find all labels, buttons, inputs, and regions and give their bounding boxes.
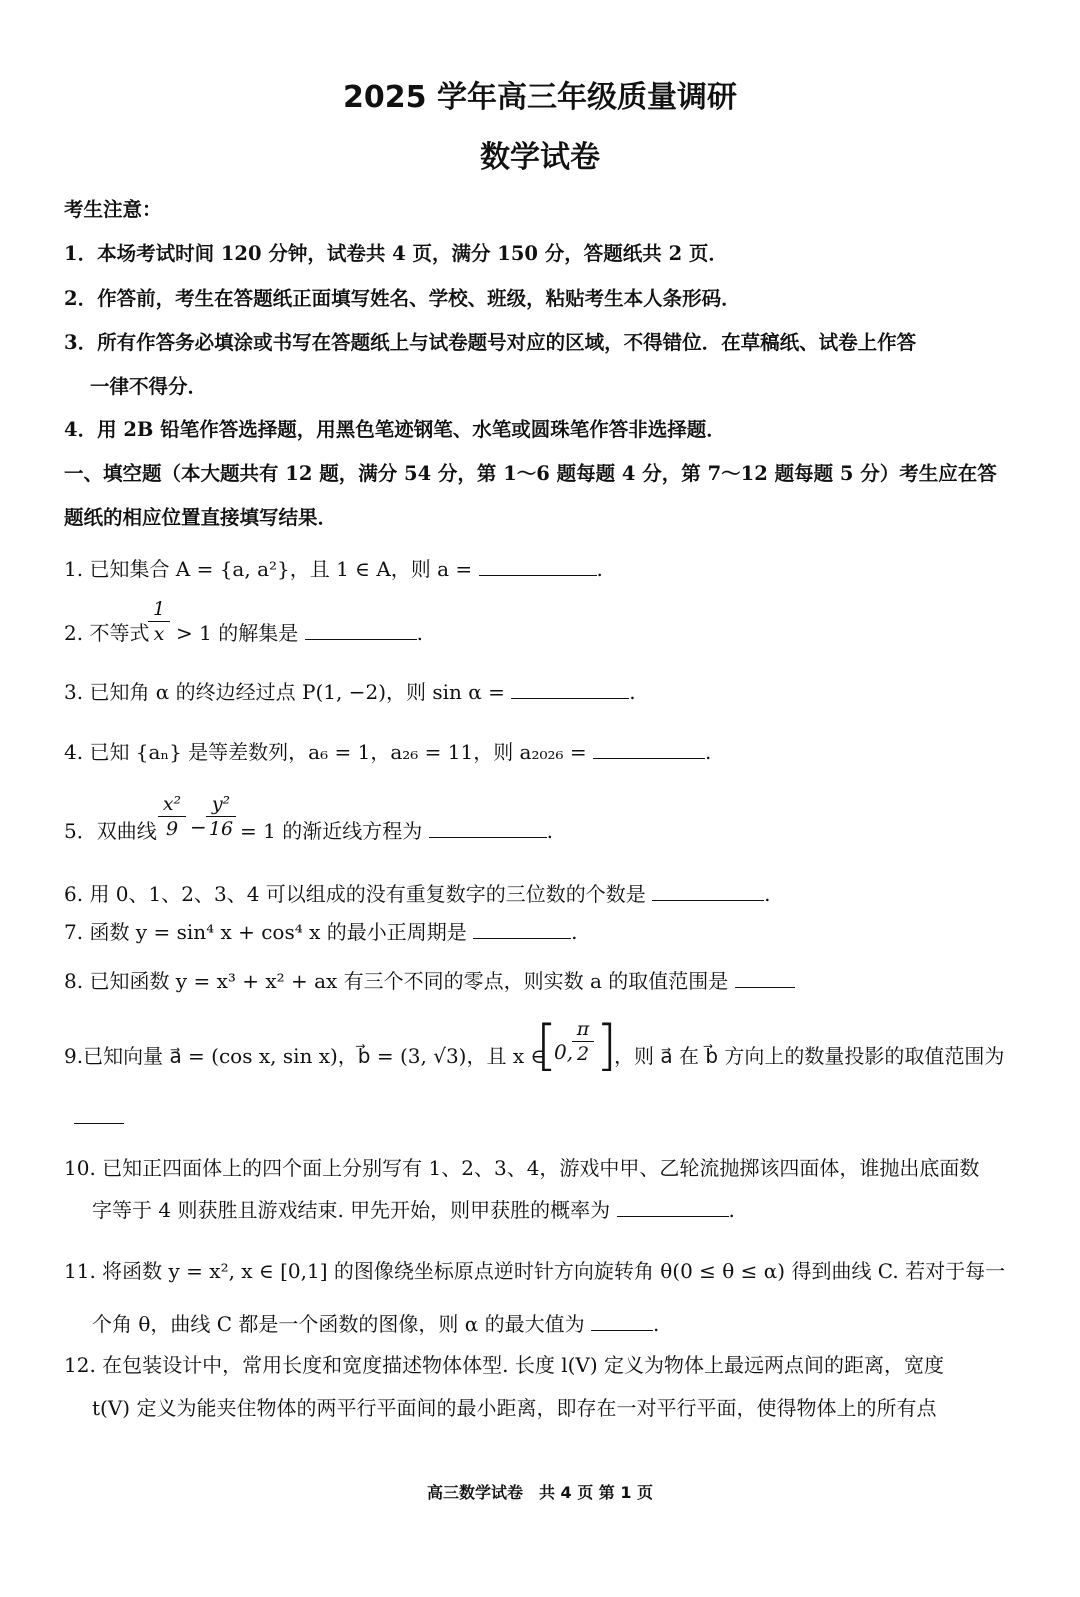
- question-5-num-2: y²: [211, 793, 231, 815]
- question-9-post: ，则 a⃗ 在 b⃗ 方向上的数量投影的取值范围为: [614, 1044, 1005, 1068]
- question-5-pre: 5．双曲线: [64, 819, 157, 843]
- notice-item-2: 2．作答前，考生在答题纸正面填写姓名、学校、班级，粘贴考生本人条形码．: [64, 287, 741, 310]
- question-8-text: 8. 已知函数 y = x³ + x² + ax 有三个不同的零点，则实数 a 的取值范围是: [64, 969, 729, 993]
- question-2-denominator: x: [153, 623, 165, 645]
- question-2-post-text: > 1 的解集是: [176, 621, 299, 645]
- question-11-line-2: 个角 θ，曲线 C 都是一个函数的图像，则 α 的最大值为 .: [92, 1312, 660, 1336]
- answer-blank-10: [617, 1215, 729, 1217]
- answer-blank-11: [591, 1329, 653, 1331]
- notice-item-4: 4．用 2B 铅笔作答选择题，用黑色笔迹钢笔、水笔或圆珠笔作答非选择题．: [64, 418, 726, 441]
- answer-blank-6: [652, 899, 764, 901]
- question-5-num-1: x²: [162, 793, 182, 815]
- notice-item-1: 1．本场考试时间 120 分钟，试卷共 4 页，满分 150 分，答题纸共 2 页．: [64, 242, 728, 265]
- question-5-fraction-1: [158, 793, 186, 840]
- question-11-line-2-text: 个角 θ，曲线 C 都是一个函数的图像，则 α 的最大值为: [92, 1312, 585, 1336]
- notice-item-3-cont: 一律不得分．: [90, 375, 208, 398]
- question-5-post: = 1 的渐近线方程为 .: [240, 819, 553, 843]
- question-9-denominator: 2: [576, 1043, 590, 1065]
- question-6: 6. 用 0、1、2、3、4 可以组成的没有重复数字的三位数的个数是 .: [64, 882, 771, 906]
- question-5-fraction-2: [206, 793, 236, 840]
- question-10-line-1: 10. 已知正四面体上的四个面上分别写有 1、2、3、4，游戏中甲、乙轮流抛掷该四面体，谁抛出底面数: [64, 1156, 980, 1180]
- question-5-post-text: = 1 的渐近线方程为: [240, 819, 423, 843]
- bracket-left: [: [536, 1014, 558, 1077]
- question-8: [64, 965, 795, 994]
- section-heading: 一、填空题（本大题共有 12 题，满分 54 分，第 1～6 题每题 4 分，第 7～12 题每题 5 分）考生应在答: [64, 462, 997, 485]
- question-2-post: > 1 的解集是 .: [176, 621, 423, 645]
- question-1: 1. 已知集合 A = {a, a²}，且 1 ∈ A，则 a = .: [64, 557, 603, 581]
- question-2-numerator: 1: [152, 598, 166, 620]
- question-5-den-2: 16: [208, 818, 234, 840]
- answer-blank-2: [305, 638, 417, 640]
- question-3: 3. 已知角 α 的终边经过点 P(1, −2)，则 sin α = .: [64, 680, 636, 704]
- answer-blank-7: [473, 937, 571, 939]
- notice-heading: 考生注意：: [64, 198, 162, 221]
- answer-blank-8: [735, 986, 795, 988]
- page-footer: 高三数学试卷 共 4 页 第 1 页: [426, 1483, 654, 1502]
- question-9-numerator: π: [576, 1018, 590, 1040]
- question-9-interval-start: 0,: [554, 1040, 574, 1064]
- notice-item-3: 3．所有作答务必填涂或书写在答题纸上与试卷题号对应的区域，不得错位．在草稿纸、试卷上作答: [64, 331, 917, 354]
- question-11-line-1: 11. 将函数 y = x², x ∈ [0,1] 的图像绕坐标原点逆时针方向旋转角 θ(0 ≤ θ ≤ α) 得到曲线 C. 若对于每一: [64, 1259, 1006, 1283]
- answer-blank-9: [74, 1123, 124, 1124]
- question-7-text: 7. 函数 y = sin⁴ x + cos⁴ x 的最小正周期是: [64, 920, 467, 944]
- question-4-text: 4. 已知 {aₙ} 是等差数列，a₆ = 1，a₂₆ = 11，则 a₂₀₂₆ =: [64, 740, 587, 764]
- exam-title: 2025 学年高三年级质量调研: [343, 80, 737, 115]
- answer-blank-3: [511, 697, 629, 699]
- question-10-line-2-text: 字等于 4 则获胜且游戏结束. 甲先开始，则甲获胜的概率为: [92, 1198, 611, 1222]
- question-6-text: 6. 用 0、1、2、3、4 可以组成的没有重复数字的三位数的个数是: [64, 882, 646, 906]
- section-heading-cont: 题纸的相应位置直接填写结果．: [64, 506, 338, 529]
- question-3-text: 3. 已知角 α 的终边经过点 P(1, −2)，则 sin α =: [64, 680, 505, 704]
- answer-blank-5: [429, 836, 547, 838]
- question-2-fraction: [148, 598, 170, 645]
- question-5-minus: −: [190, 815, 207, 839]
- question-12-line-2: t(V) 定义为能夹住物体的两平行平面间的最小距离，即存在一对平行平面，使得物体上的所有点: [92, 1396, 937, 1420]
- question-9-pre: 9.已知向量 a⃗ = (cos x, sin x)，b⃗ = (3, √3)，且 x ∈: [64, 1044, 546, 1068]
- question-1-text: 1. 已知集合 A = {a, a²}，且 1 ∈ A，则 a =: [64, 557, 473, 581]
- question-4: 4. 已知 {aₙ} 是等差数列，a₆ = 1，a₂₆ = 11，则 a₂₀₂₆ = .: [64, 740, 712, 764]
- question-10-line-2: 字等于 4 则获胜且游戏结束. 甲先开始，则甲获胜的概率为 .: [92, 1198, 735, 1222]
- question-9-fraction: [572, 1018, 594, 1065]
- answer-blank-1: [479, 574, 597, 576]
- bracket-right: ]: [596, 1014, 618, 1077]
- exam-subtitle: 数学试卷: [480, 140, 600, 175]
- answer-blank-4: [593, 757, 705, 759]
- question-5-den-1: 9: [165, 818, 179, 840]
- question-7: 7. 函数 y = sin⁴ x + cos⁴ x 的最小正周期是 .: [64, 920, 578, 944]
- question-12-line-1: 12. 在包装设计中，常用长度和宽度描述物体体型. 长度 l(V) 定义为物体上最远两点间的距离，宽度: [64, 1353, 945, 1377]
- question-2-pre: 2. 不等式: [64, 621, 150, 645]
